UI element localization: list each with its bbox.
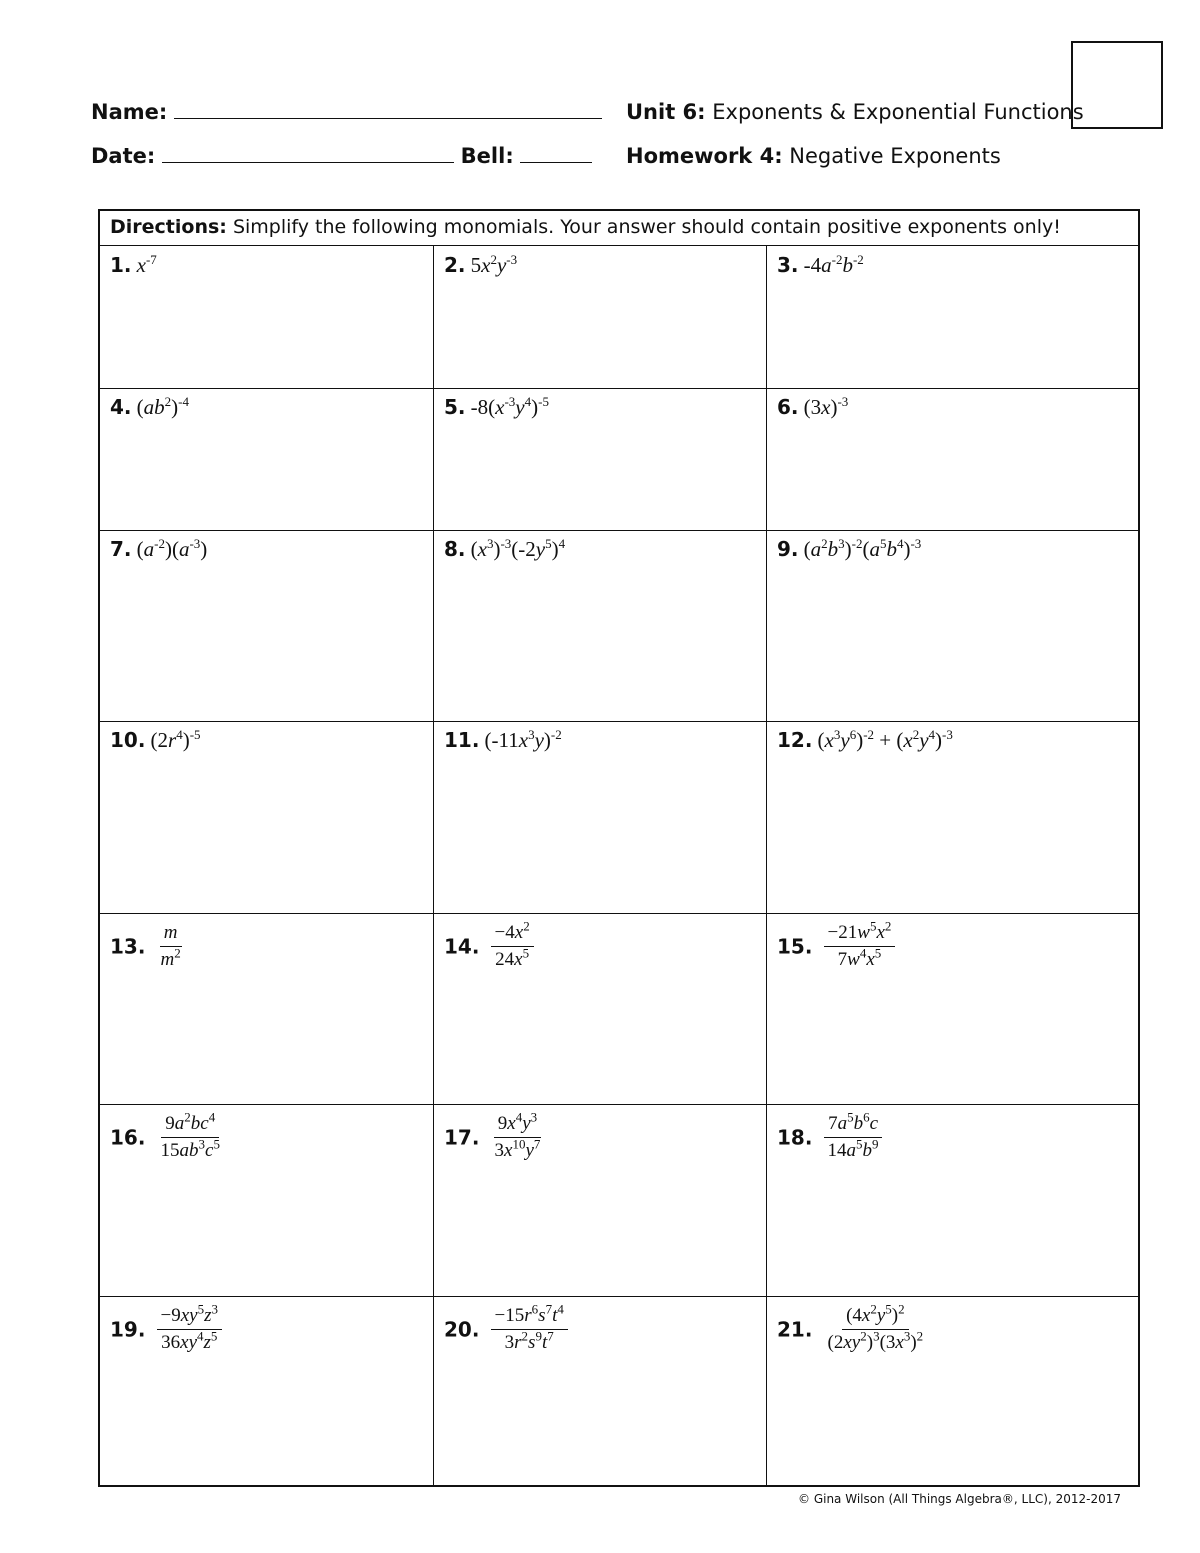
problem-expression: $-4a^{-2}b^{-2}$ <box>803 252 864 277</box>
problem-number: 12. <box>777 728 813 752</box>
problem-18[interactable] <box>767 1108 893 1167</box>
problem-fraction: $\frac{-4x^2}{24x^5}$ <box>491 922 534 971</box>
problem-17[interactable] <box>434 1108 554 1167</box>
name-field[interactable] <box>174 100 602 119</box>
problem-expression: $(ab^2)^{-4}$ <box>136 394 189 419</box>
problem-fraction: $\frac{-21w^5x^2}{7w^4x^5}$ <box>824 922 896 971</box>
row-divider <box>100 1296 1138 1297</box>
problem-fraction: $\frac{-9xy^5z^3}{36xy^4z^5}$ <box>157 1305 223 1354</box>
problem-number: 19. <box>110 1317 146 1342</box>
problem-expression: $(x^3y^6)^{-2} + (x^2y^4)^{-3}$ <box>817 727 953 752</box>
bell-label: Bell: <box>460 144 514 168</box>
problem-3[interactable] <box>767 248 874 283</box>
problem-11[interactable] <box>434 723 572 758</box>
problem-2[interactable] <box>434 248 527 283</box>
name-row <box>91 100 602 124</box>
problem-fraction: $\frac{m}{m^2}$ <box>160 922 181 970</box>
directions-label: Directions: <box>110 216 227 238</box>
date-row <box>91 144 592 168</box>
problem-number: 20. <box>444 1317 480 1342</box>
problem-number: 17. <box>444 1125 480 1150</box>
problem-7[interactable] <box>100 532 217 567</box>
problem-13[interactable] <box>100 917 195 976</box>
problem-20[interactable] <box>434 1300 578 1359</box>
problem-number: 4. <box>110 395 132 419</box>
problem-expression: $-8(x^{-3}y^4)^{-5}$ <box>470 394 549 419</box>
problem-number: 14. <box>444 934 480 959</box>
homework-row <box>626 144 1001 168</box>
problem-8[interactable] <box>434 532 575 567</box>
problem-number: 10. <box>110 728 146 752</box>
problem-19[interactable] <box>100 1300 232 1359</box>
problem-fraction: $\frac{-15r^6s^7t^4}{3r^2s^9t^7}$ <box>491 1305 568 1354</box>
problem-number: 15. <box>777 934 813 959</box>
problem-fraction: $\frac{9x^4y^3}{3x^{10}y^7}$ <box>494 1109 541 1161</box>
unit-label: Unit 6: <box>626 100 706 124</box>
worksheet-table <box>98 209 1140 1487</box>
problem-10[interactable] <box>100 723 211 758</box>
problem-14[interactable] <box>434 917 544 976</box>
problem-21[interactable] <box>767 1300 937 1359</box>
row-divider <box>100 721 1138 722</box>
problem-expression: $x^{-7}$ <box>136 252 157 277</box>
problem-number: 3. <box>777 253 799 277</box>
unit-title: Exponents & Exponential Functions <box>712 100 1084 124</box>
problem-number: 2. <box>444 253 466 277</box>
problem-number: 21. <box>777 1317 813 1342</box>
problem-number: 1. <box>110 253 132 277</box>
directions <box>100 211 1138 246</box>
problem-fraction: $\frac{(4x^2y^5)^2}{(2xy^2)^3(3x^3)^2}$ <box>827 1301 924 1353</box>
score-box[interactable] <box>1071 41 1163 129</box>
row-divider <box>100 913 1138 914</box>
problem-12[interactable] <box>767 723 963 758</box>
problem-number: 11. <box>444 728 480 752</box>
problem-9[interactable] <box>767 532 931 567</box>
problem-number: 8. <box>444 537 466 561</box>
problem-1[interactable] <box>100 248 167 283</box>
row-divider <box>100 388 1138 389</box>
problem-number: 16. <box>110 1125 146 1150</box>
problem-expression: $(x^3)^{-3}(-2y^5)^4$ <box>470 536 566 561</box>
homework-title: Negative Exponents <box>789 144 1001 168</box>
problem-number: 18. <box>777 1125 813 1150</box>
problem-6[interactable] <box>767 390 858 425</box>
problem-number: 13. <box>110 934 146 959</box>
problem-15[interactable] <box>767 917 905 976</box>
problem-expression: $5x^2y^{-3}$ <box>470 252 518 277</box>
problem-fraction: $\frac{9a^2bc^4}{15ab^3c^5}$ <box>160 1109 220 1161</box>
problem-expression: $(-11x^3y)^{-2}$ <box>484 727 562 752</box>
bell-field[interactable] <box>520 144 592 163</box>
problem-5[interactable] <box>434 390 559 425</box>
problem-16[interactable] <box>100 1108 234 1167</box>
problem-number: 9. <box>777 537 799 561</box>
row-divider <box>100 530 1138 531</box>
date-label: Date: <box>91 144 156 168</box>
date-field[interactable] <box>162 144 454 163</box>
problem-expression: $(a^{-2})(a^{-3})$ <box>136 536 208 561</box>
directions-text: Simplify the following monomials. Your answer should contain positive exponents only! <box>232 216 1061 238</box>
problem-number: 6. <box>777 395 799 419</box>
row-divider <box>100 1104 1138 1105</box>
problem-4[interactable] <box>100 390 199 425</box>
name-label: Name: <box>91 100 168 124</box>
problem-number: 5. <box>444 395 466 419</box>
problem-expression: $(3x)^{-3}$ <box>803 394 849 419</box>
problem-expression: $(a^2b^3)^{-2}(a^5b^4)^{-3}$ <box>803 536 922 561</box>
homework-label: Homework 4: <box>626 144 783 168</box>
problem-number: 7. <box>110 537 132 561</box>
problem-expression: $(2r^4)^{-5}$ <box>150 727 201 752</box>
copyright-footer: © Gina Wilson (All Things Algebra®, LLC), 2012-2017 <box>798 1492 1121 1506</box>
problem-fraction: $\frac{7a^5b^6c}{14a^5b^9}$ <box>824 1113 883 1162</box>
unit-row <box>626 100 1084 124</box>
